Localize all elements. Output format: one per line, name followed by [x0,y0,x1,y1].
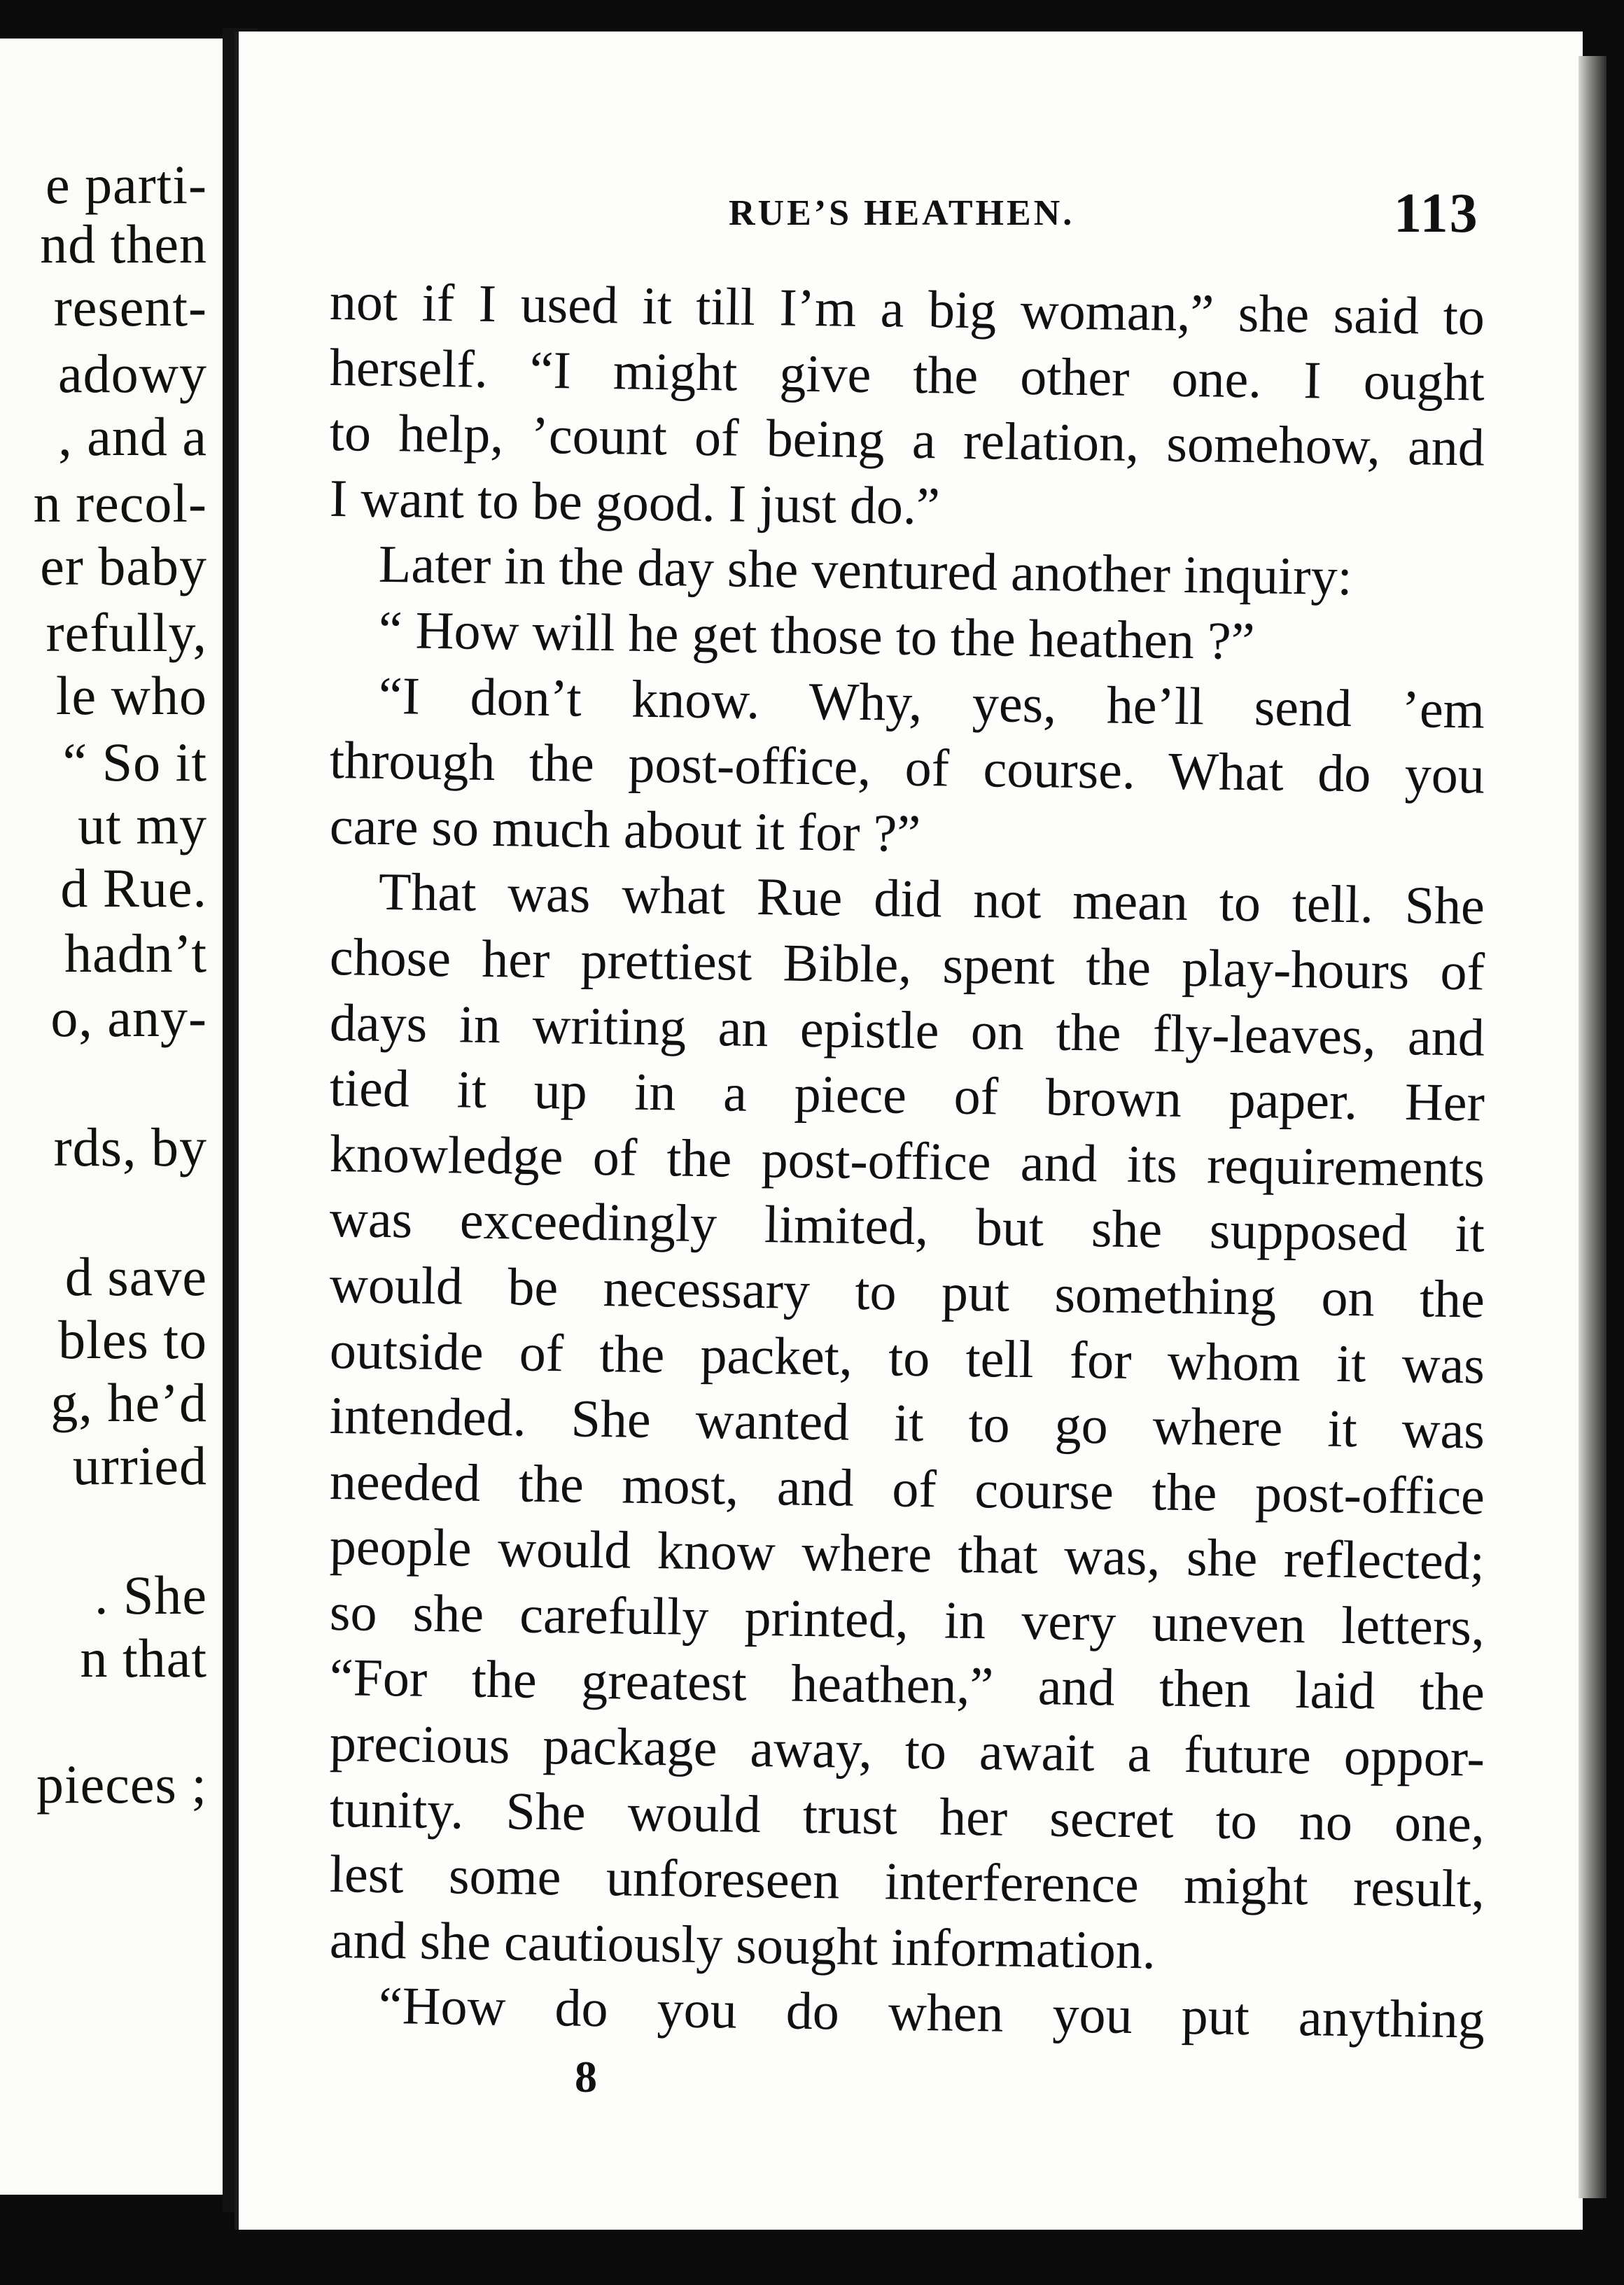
left-page-fragment: g, he’d [50,1372,207,1433]
text-line: chose her prettiest Bible, spent the play-hours of [329,927,1485,1002]
text-line: and she cautiously sought information. [329,1910,1156,1980]
left-page-fragment: d save [64,1246,207,1307]
left-page-fragment: rds, by [53,1117,207,1178]
text-line: Later in the day she ventured another inquiry: [378,535,1353,607]
text-line: I want to be good. I just do.” [329,468,941,536]
left-page-fragment: ut my [78,795,207,855]
left-page-fragment: . She [94,1565,207,1626]
left-page-fragment: n recol- [33,473,207,533]
left-page-fragment: e parti- [45,154,207,215]
text-line: people would know where that was, she reflected; [329,1517,1485,1591]
left-page-fragment: adowy [58,343,207,404]
text-line: “How do you do when you put anything [378,1976,1485,2050]
page-edge [1578,56,1606,2198]
text-line: knowledge of the post-office and its requirements [329,1124,1485,1199]
text-line: That was what Rue did not mean to tell. She [378,862,1485,936]
left-page-fragment: bles to [58,1309,207,1370]
text-line: precious package away, to await a future oppor- [329,1714,1485,1788]
left-page-fragment: le who [55,665,207,726]
text-line: tunity. She would trust her secret to no one, [329,1779,1485,1854]
left-page-fragment: er baby [40,536,207,596]
text-line: intended. She wanted it to go where it was [329,1386,1485,1460]
text-line: to help, ’count of being a relation, somehow, and [329,403,1485,477]
left-page-fragment: d Rue. [60,858,207,918]
right-page [234,32,1583,2230]
left-page-fragment: refully, [46,602,207,663]
left-page-fragment: pieces ; [36,1754,207,1815]
text-line: care so much about it for ?” [329,796,921,863]
left-page-fragment: urried [72,1435,207,1496]
text-line: not if I used it till I’m a big woman,” she said to [329,272,1485,347]
left-page-fragment: hadn’t [64,923,207,984]
page-number: 113 [1394,183,1479,244]
left-page-fragment: o, any- [50,987,207,1048]
text-line: needed the most, and of course the post-office [329,1451,1485,1526]
signature-mark: 8 [575,2052,597,2102]
running-head: RUE’S HEATHEN. [729,193,1075,233]
text-line: days in writing an epistle on the fly-leaves, and [329,993,1485,1068]
left-page-fragment: n that [80,1628,207,1689]
text-line: “ How will he get those to the heathen ?” [378,600,1255,671]
text-line: lest some unforeseen interference might result, [329,1845,1485,1919]
text-line: through the post-office, of course. What do you [329,731,1485,805]
text-line: outside of the packet, to tell for whom it was [329,1320,1485,1395]
text-line: tied it up in a piece of brown paper. Her [329,1058,1485,1133]
left-page-fragment: nd then [40,214,207,274]
left-page-fragment: , and a [58,406,207,467]
text-line: was exceedingly limited, but she supposed it [329,1189,1485,1264]
left-page-fragment: “ So it [62,732,207,792]
text-line: herself. “I might give the other one. I ought [329,337,1485,412]
text-line: so she carefully printed, in very uneven letters, [329,1582,1485,1657]
body-text [329,270,1485,2050]
left-page [0,39,228,2195]
text-line: “For the greatest heathen,” and then laid the [329,1648,1485,1723]
text-line: “I don’t know. Why, yes, he’ll send ’em [378,666,1485,740]
text-line: would be necessary to put something on the [329,1255,1485,1329]
left-page-fragment: resent- [53,277,207,337]
